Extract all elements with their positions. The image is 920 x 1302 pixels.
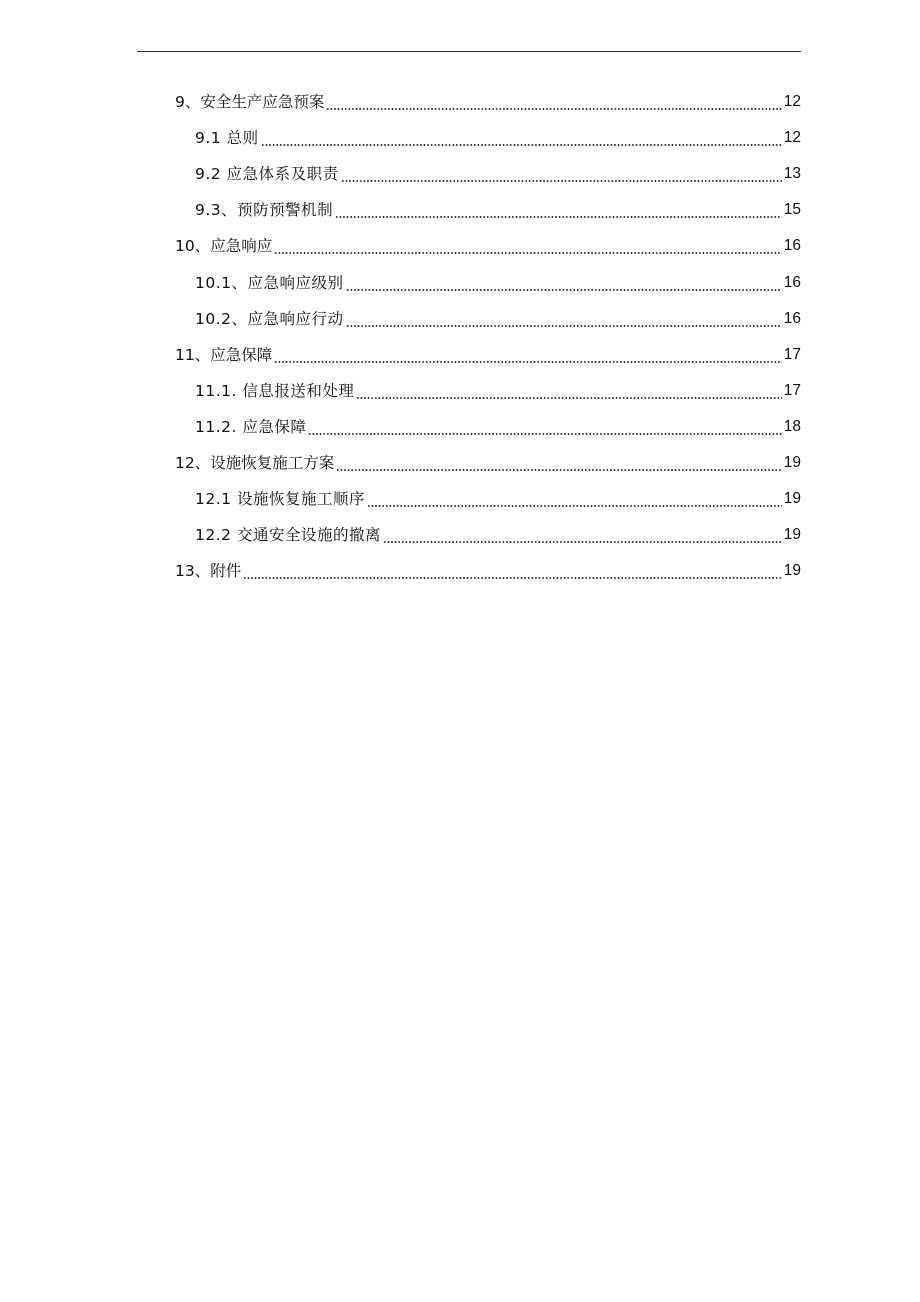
- toc-dot-leader: [341, 180, 782, 182]
- toc-entry-11-1[interactable]: [175, 373, 801, 409]
- toc-dot-leader: [383, 541, 782, 543]
- toc-page-number: 19: [783, 490, 801, 508]
- toc-page-number: 12: [783, 129, 801, 147]
- toc-dot-leader: [346, 289, 782, 291]
- toc-page-number: 16: [783, 273, 801, 291]
- toc-page-number: 17: [783, 345, 801, 363]
- toc-entry-9[interactable]: [175, 84, 801, 120]
- toc-entry-12[interactable]: [175, 445, 801, 481]
- header-rule: [137, 51, 801, 52]
- toc-entry-10-2[interactable]: [175, 301, 801, 337]
- toc-entry-title: 9.1 总则: [195, 129, 259, 148]
- toc-page-number: 16: [783, 309, 801, 327]
- toc-dot-leader: [356, 397, 781, 399]
- toc-entry-11-2[interactable]: [175, 409, 801, 445]
- toc-entry-title: 9.3、预防预警机制: [195, 201, 334, 220]
- toc-entry-title: 12.2 交通安全设施的撤离: [195, 526, 381, 545]
- toc-dot-leader: [243, 577, 782, 579]
- toc-entry-title: 10、应急响应: [175, 237, 273, 256]
- toc-entry-10[interactable]: [175, 228, 801, 264]
- toc-entry-title: 11、应急保障: [175, 345, 273, 364]
- toc-entry-9-2[interactable]: [175, 156, 801, 192]
- toc-page-number: 19: [783, 526, 801, 544]
- toc-dot-leader: [308, 433, 781, 435]
- toc-entry-10-1[interactable]: [175, 264, 801, 300]
- toc-entry-11[interactable]: [175, 337, 801, 373]
- toc-page-number: 15: [783, 201, 801, 219]
- toc-page-number: 12: [783, 93, 801, 111]
- toc-dot-leader: [367, 505, 782, 507]
- toc-entry-title: 10.2、应急响应行动: [195, 309, 344, 328]
- toc-entry-9-3[interactable]: [175, 192, 801, 228]
- toc-entry-title: 10.1、应急响应级别: [195, 273, 344, 292]
- toc-page-number: 13: [783, 165, 801, 183]
- toc-dot-leader: [336, 469, 782, 471]
- toc-entry-12-2[interactable]: [175, 517, 801, 553]
- toc-dot-leader: [274, 252, 782, 254]
- toc-page-number: 18: [783, 417, 801, 435]
- toc-dot-leader: [326, 108, 781, 110]
- toc-dot-leader: [335, 216, 782, 218]
- toc-page-number: 19: [783, 562, 801, 580]
- toc-entry-9-1[interactable]: [175, 120, 801, 156]
- toc-dot-leader: [274, 361, 782, 363]
- toc-entry-title: 11.2. 应急保障: [195, 417, 307, 436]
- toc-entry-title: 9.2 应急体系及职责: [195, 165, 339, 184]
- toc-entry-title: 12.1 设施恢复施工顺序: [195, 490, 365, 509]
- toc-dot-leader: [346, 325, 782, 327]
- toc-page-number: 19: [783, 453, 801, 471]
- toc-page-number: 17: [783, 381, 801, 399]
- toc-page-number: 16: [783, 237, 801, 255]
- toc-entry-title: 12、设施恢复施工方案: [175, 453, 335, 472]
- table-of-contents: [175, 84, 801, 589]
- toc-entry-title: 11.1. 信息报送和处理: [195, 381, 355, 400]
- toc-entry-12-1[interactable]: [175, 481, 801, 517]
- toc-entry-title: 9、安全生产应急预案: [175, 93, 325, 112]
- toc-entry-13[interactable]: [175, 553, 801, 589]
- toc-entry-title: 13、附件: [175, 562, 242, 581]
- toc-dot-leader: [261, 144, 782, 146]
